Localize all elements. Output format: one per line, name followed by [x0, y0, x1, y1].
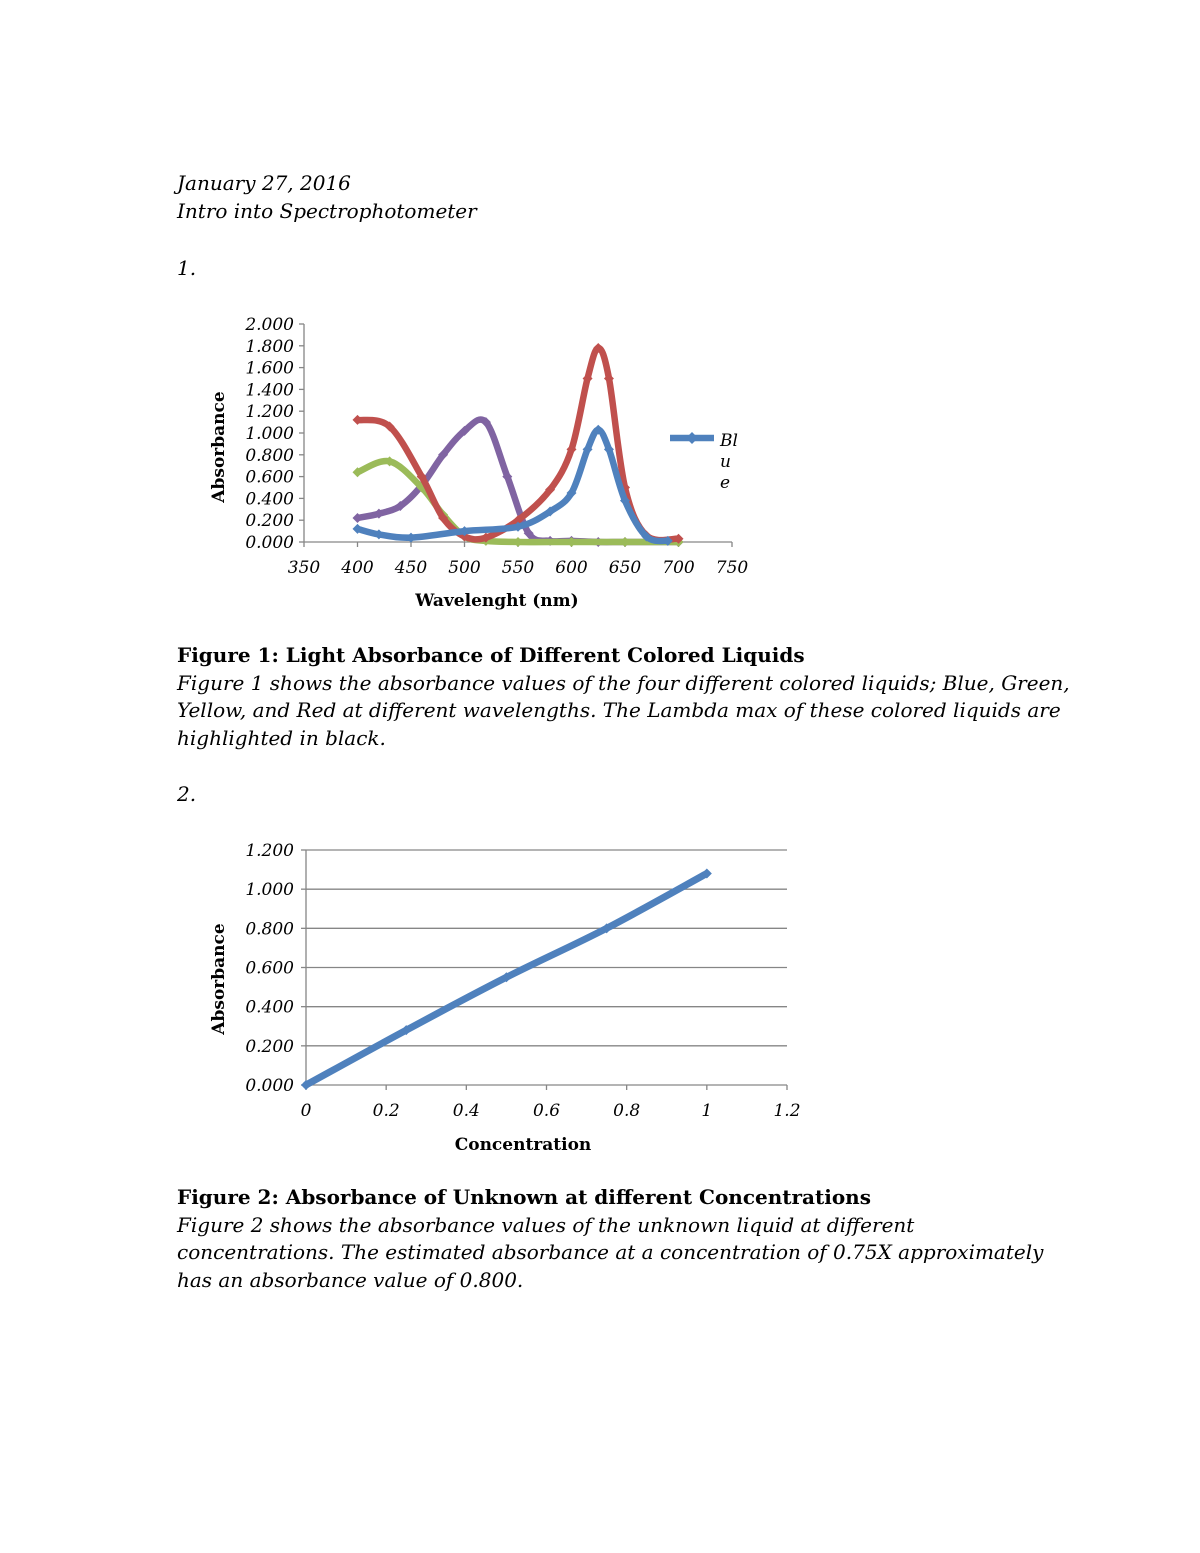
- legend-label-blue: Bl: [720, 431, 738, 451]
- x-tick-label: 500: [448, 558, 481, 578]
- y-tick-label: 1.200: [245, 841, 294, 861]
- x-axis-title: Wavelenght (nm): [415, 591, 579, 611]
- x-tick-label: 0.6: [532, 1101, 561, 1121]
- y-tick-label: 0.200: [245, 511, 294, 532]
- y-tick-label: 1.200: [245, 402, 294, 423]
- legend-label-blue: e: [720, 473, 731, 493]
- x-tick-label: 0.2: [372, 1101, 400, 1121]
- y-tick-label: 1.600: [245, 358, 294, 379]
- y-tick-label: 1.400: [245, 380, 294, 401]
- figure-2-caption-line: has an absorbance value of 0.800.: [177, 1268, 524, 1292]
- date-line: January 27, 2016: [177, 171, 351, 195]
- legend-marker-blue: [686, 432, 698, 444]
- figure-1-caption-line: highlighted in black.: [177, 726, 386, 750]
- y-tick-label: 1.000: [245, 424, 294, 444]
- x-tick-label: 600: [555, 558, 588, 578]
- x-tick-label: 0: [300, 1101, 312, 1121]
- y-tick-label: 0.400: [245, 489, 294, 510]
- question-2-label: 2.: [177, 782, 197, 806]
- figure-2-caption-line: concentrations. The estimated absorbance at a concentration of 0.75X approximately: [177, 1240, 1044, 1264]
- x-axis-title: Concentration: [454, 1135, 592, 1155]
- figure-1-caption-line: Yellow, and Red at different wavelengths. The Lambda max of these colored liquids are: [177, 698, 1061, 722]
- y-tick-label: 0.800: [245, 919, 294, 940]
- x-tick-label: 1: [701, 1101, 713, 1121]
- x-tick-label: 0.8: [613, 1101, 641, 1121]
- figure-2-caption-line: Figure 2 shows the absorbance values of the unknown liquid at different: [177, 1213, 915, 1237]
- document-subtitle: Intro into Spectrophotometer: [177, 199, 477, 223]
- y-tick-label: 0.000: [245, 533, 294, 553]
- y-tick-label: 0.200: [245, 1036, 294, 1057]
- y-axis-title: Absorbance: [209, 391, 229, 503]
- data-point-red: [353, 415, 363, 425]
- figure-1-title: Figure 1: Light Absorbance of Different Colored Liquids: [177, 643, 805, 667]
- x-tick-label: 450: [394, 558, 428, 578]
- y-tick-label: 1.000: [245, 880, 294, 901]
- x-tick-label: 550: [501, 558, 535, 578]
- y-tick-label: 0.600: [245, 958, 294, 979]
- x-tick-label: 650: [608, 558, 642, 578]
- x-tick-label: 750: [715, 558, 749, 578]
- x-tick-label: 350: [287, 558, 321, 578]
- question-1-label: 1.: [177, 256, 197, 280]
- x-tick-label: 400: [341, 558, 374, 578]
- legend-label-blue: u: [720, 452, 731, 472]
- figure-2-title: Figure 2: Absorbance of Unknown at different Concentrations: [177, 1185, 871, 1209]
- y-tick-label: 0.000: [245, 1076, 294, 1096]
- y-tick-label: 0.400: [245, 997, 294, 1018]
- x-tick-label: 700: [662, 558, 695, 578]
- y-tick-label: 0.600: [245, 467, 294, 488]
- x-tick-label: 0.4: [452, 1101, 480, 1121]
- x-tick-label: 1.2: [773, 1101, 801, 1121]
- data-point-green: [620, 537, 630, 547]
- y-tick-label: 2.000: [245, 315, 294, 335]
- y-axis-title: Absorbance: [209, 923, 229, 1035]
- y-tick-label: 1.800: [245, 336, 294, 357]
- data-point-green: [513, 537, 523, 547]
- figure-1-caption-line: Figure 1 shows the absorbance values of the four different colored liquids; Blue, Green,: [177, 671, 1070, 695]
- y-tick-label: 0.800: [245, 445, 294, 466]
